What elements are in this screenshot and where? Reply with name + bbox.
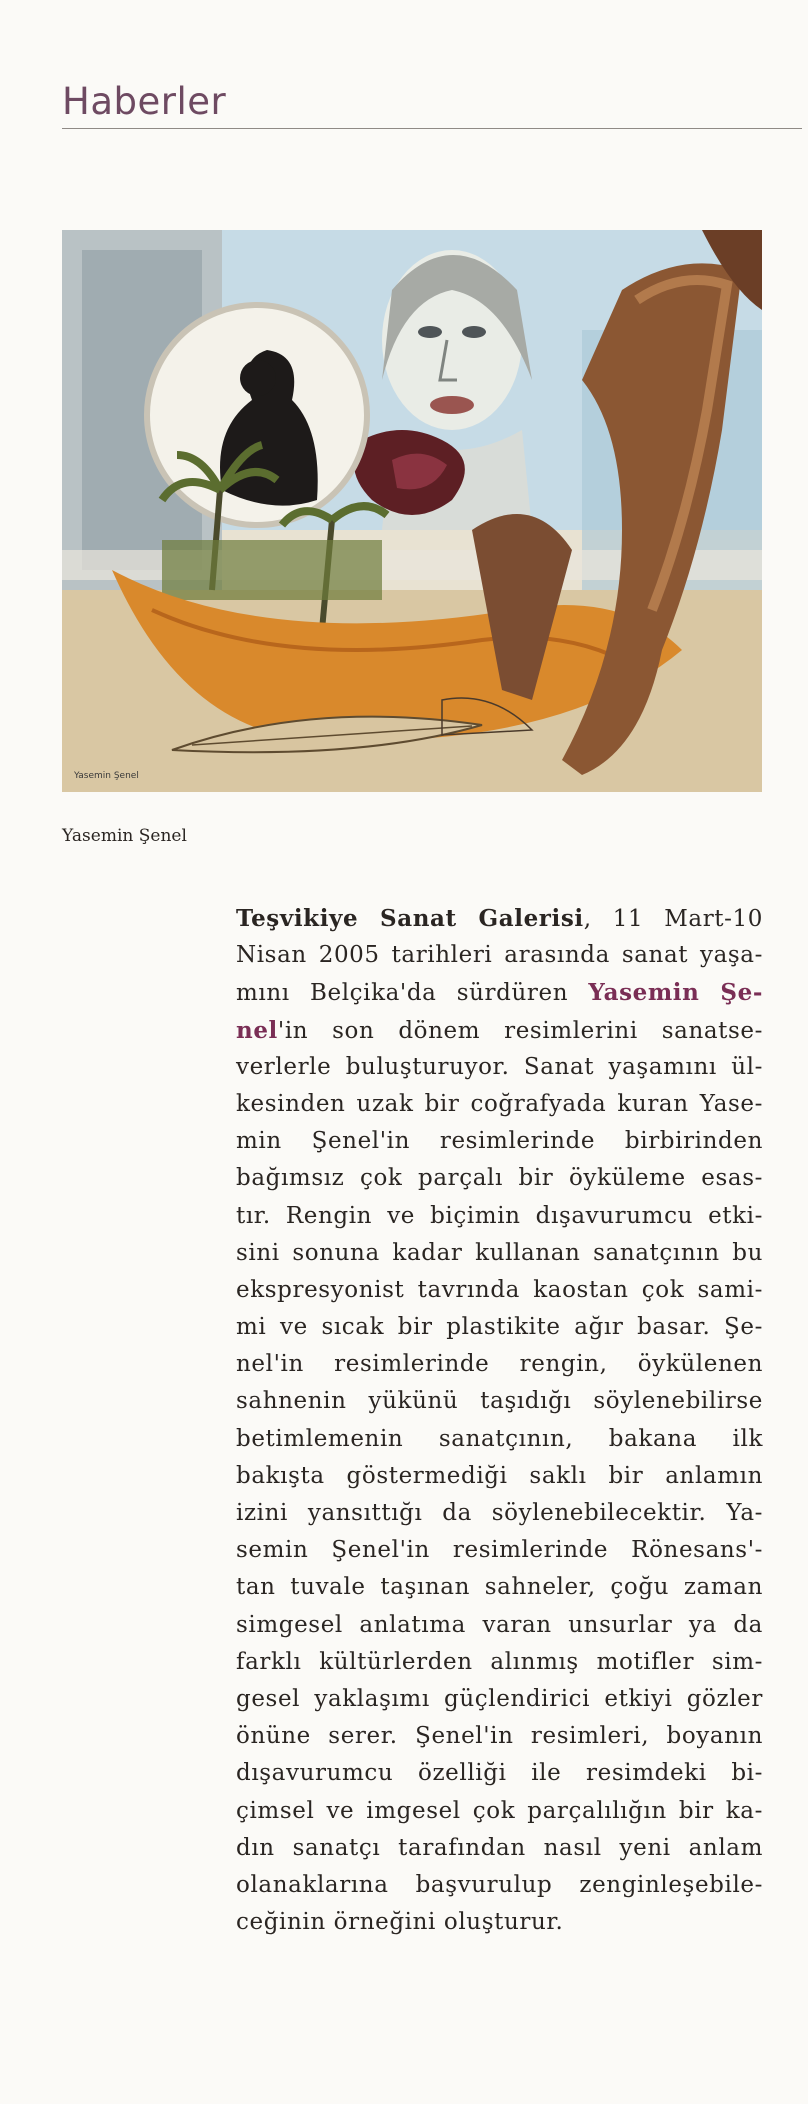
- article-text: mını Belçika'da sürdüren: [236, 980, 589, 1007]
- article-text: tan tuvale taşınan sahneler, çoğu zaman: [236, 1574, 763, 1601]
- article-text: kesinden uzak bir coğrafyada kuran Yase-: [236, 1090, 763, 1117]
- article-text: gesel yaklaşımı güçlendirici etkiyi gözler: [236, 1685, 763, 1712]
- article-line: [236, 1904, 763, 1941]
- article-text: izini yansıttığı da söylenebilecektir. Ya-: [236, 1500, 763, 1526]
- article-text: sini sonuna kadar kullanan sanatçının bu: [236, 1239, 763, 1266]
- article-text: dın sanatçı tarafından nasıl yeni anlam: [236, 1834, 763, 1861]
- article-line: [236, 1718, 763, 1755]
- article-line: [236, 1012, 763, 1049]
- article-line: [236, 1160, 763, 1197]
- artwork-image: [62, 230, 762, 792]
- article-line: [236, 1607, 763, 1644]
- article-text: farklı kültürlerden alınmış motifler sim-: [236, 1648, 763, 1675]
- article-line: [236, 1793, 763, 1830]
- article-line: [236, 974, 763, 1011]
- article-line: [236, 1681, 763, 1718]
- article-line: [236, 1049, 763, 1086]
- article-line: [236, 1235, 763, 1272]
- article-text: bakışta göstermediği saklı bir anlamın: [236, 1462, 763, 1489]
- article-text: betimlemenin sanatçının, bakana ilk: [236, 1425, 763, 1452]
- article-line: [236, 937, 763, 974]
- painting-illustration: [62, 230, 762, 792]
- article-line: [236, 1086, 763, 1123]
- article-text: sahnenin yükünü taşıdığı söylenebilirse: [236, 1388, 763, 1415]
- article-text: ekspresyonist tavrında kaostan çok sami-: [236, 1276, 763, 1303]
- section-title: Haberler: [62, 80, 227, 123]
- article-line: [236, 1346, 763, 1383]
- article-text: çimsel ve imgesel çok parçalılığın bir ka-: [236, 1797, 763, 1824]
- article-emphasis: Yasemin Şe-: [588, 979, 763, 1007]
- article-line: [236, 1532, 763, 1569]
- article-line: [236, 1569, 763, 1606]
- article-line: [236, 1309, 763, 1346]
- article-text: verlerle buluşturuyor. Sanat yaşamını ül-: [236, 1053, 763, 1080]
- article-line: [236, 1272, 763, 1309]
- title-divider: [62, 128, 802, 129]
- article-body: [236, 900, 763, 1941]
- article-text: mi ve sıcak bir plastikite ağır basar. Şe-: [236, 1314, 763, 1341]
- article-line: [236, 1495, 763, 1532]
- article-text: Nisan 2005 tarihleri arasında sanat yaşa-: [236, 942, 763, 969]
- article-line: [236, 1867, 763, 1904]
- article-text: simgesel anlatıma varan unsurlar ya da: [236, 1611, 763, 1638]
- article-text: min Şenel'in resimlerinde birbirinden: [236, 1128, 763, 1155]
- article-text: 'in son dönem resimlerini sanatse-: [277, 1017, 763, 1044]
- article-line: [236, 1123, 763, 1160]
- article-line: [236, 1755, 763, 1792]
- figure-caption: Yasemin Şenel: [62, 826, 187, 846]
- article-line: [236, 1421, 763, 1458]
- article-text: önüne serer. Şenel'in resimleri, boyanın: [236, 1723, 763, 1750]
- article-text: ceğinin örneğini oluşturur.: [236, 1909, 564, 1936]
- article-text: , 11 Mart-10: [583, 906, 763, 932]
- article-line: [236, 1198, 763, 1235]
- article-line: [236, 1644, 763, 1681]
- article-line: [236, 900, 763, 937]
- article-emphasis: Teşvikiye Sanat Galerisi: [236, 905, 584, 932]
- article-emphasis: nel: [236, 1016, 278, 1044]
- article-line: [236, 1383, 763, 1420]
- article-text: dışavurumcu özelliği ile resimdeki bi-: [236, 1760, 763, 1787]
- article-text: nel'in resimlerinde rengin, öykülenen: [236, 1351, 763, 1378]
- article-line: [236, 1458, 763, 1495]
- article-text: olanaklarına başvurulup zenginleşebile-: [236, 1871, 763, 1898]
- artwork-signature: Yasemin Şenel: [74, 771, 139, 781]
- article-text: semin Şenel'in resimlerinde Rönesans'-: [236, 1537, 763, 1564]
- article-text: bağımsız çok parçalı bir öyküleme esas-: [236, 1165, 763, 1192]
- article-line: [236, 1830, 763, 1867]
- article-text: tır. Rengin ve biçimin dışavurumcu etki-: [236, 1202, 763, 1229]
